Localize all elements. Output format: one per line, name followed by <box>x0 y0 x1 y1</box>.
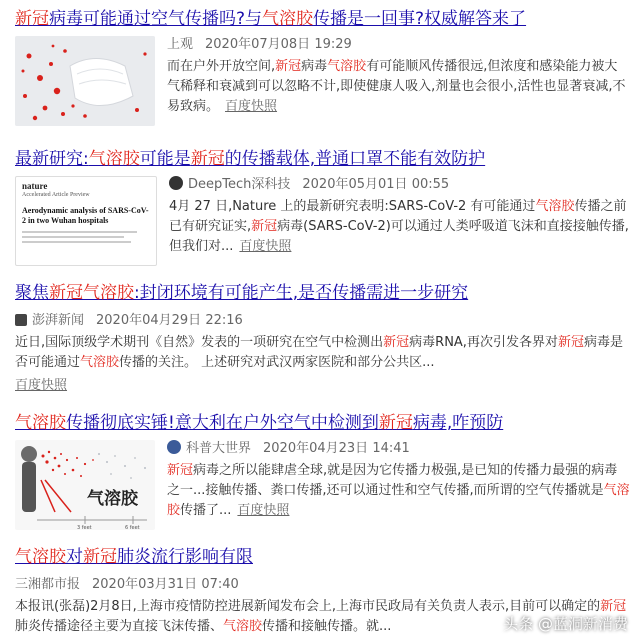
highlighted-keyword: 气溶胶 <box>327 59 367 74</box>
nature-article-thumbnail[interactable] <box>15 176 157 266</box>
text-segment: 有可能顺风传播很远,但浓度和感染能力被大气稀释和衰减到可以忽略不计,即使健康人吸入,剂量也会很小,活性也显著衰减,不易致病。 <box>167 59 626 114</box>
result-title-link[interactable] <box>15 148 630 170</box>
text-segment: 病毒是否可能通过 <box>15 335 623 370</box>
baidu-cache-link[interactable]: 百度快照 <box>239 239 292 254</box>
thepaper-logo-icon <box>15 314 27 326</box>
text-segment: 传播和接触传播。就... <box>262 619 392 634</box>
text-segment: 肺炎传播途径主要为直接飞沫传播、 <box>15 619 224 634</box>
highlighted-keyword: 气溶胶 <box>535 199 575 214</box>
distance-label: 6 feet <box>125 525 140 530</box>
text-segment: 病毒RNA,再次引发各界对 <box>409 335 558 350</box>
article-text-lines <box>22 231 150 243</box>
text-segment: 传播的关注。 上述研究对武汉两家医院和部分公共区... <box>119 355 435 370</box>
thumb-caption: 气溶胶 <box>87 489 138 509</box>
highlighted-keyword: 气溶胶 <box>88 149 140 169</box>
source-name: 科普大世界 <box>186 441 252 456</box>
highlighted-keyword: 新冠 <box>251 219 278 234</box>
publish-date: 2020年07月08日 19:29 <box>205 37 352 52</box>
text-segment: 最新研究: <box>15 149 89 169</box>
text-segment: 对 <box>66 547 83 567</box>
journal-name: nature <box>22 181 48 191</box>
highlighted-keyword: 新冠 <box>167 463 194 478</box>
text-segment: 本报讯(张磊)2月8日,上海市疫情防控进展新闻发布会上,上海市民政局有关负责人表示,目前可以确定的 <box>15 599 601 614</box>
text-segment: 聚焦 <box>15 283 49 303</box>
highlighted-keyword: 新冠 <box>557 335 584 350</box>
highlighted-keyword: 气溶胶 <box>15 413 66 433</box>
source-name: 上观 <box>167 37 194 52</box>
result-snippet <box>15 333 630 373</box>
text-segment: 传播之前已有研究证实, <box>169 199 627 234</box>
search-result <box>15 8 630 126</box>
highlighted-keyword: 新冠 <box>383 335 410 350</box>
highlighted-keyword: 新冠 <box>275 59 302 74</box>
baidu-cache-link[interactable]: 百度快照 <box>15 378 68 393</box>
source-name: DeepTech深科技 <box>188 177 291 192</box>
publish-date: 2020年04月29日 22:16 <box>96 313 243 328</box>
baidu-cache-link[interactable]: 百度快照 <box>237 503 290 518</box>
highlighted-keyword: 新冠 <box>600 599 627 614</box>
distance-label: 3 feet <box>77 525 92 530</box>
source-name: 三湘都市报 <box>15 577 81 592</box>
highlighted-keyword: 气溶胶 <box>80 355 120 370</box>
article-label: Accelerated Article Preview <box>22 192 90 198</box>
highlighted-keyword: 新冠 <box>83 547 117 567</box>
highlighted-keyword: 新冠 <box>15 9 49 29</box>
publish-date: 2020年03月31日 07:40 <box>92 577 239 592</box>
highlighted-keyword: 气溶胶 <box>262 9 314 29</box>
watermark: 头条 @蓝洞新消费 <box>503 615 628 633</box>
text-segment: 传播彻底实锤!意大利在户外空气中检测到 <box>66 413 379 433</box>
deeptech-logo-icon <box>169 176 183 190</box>
text-segment: 病毒 <box>301 59 328 74</box>
text-segment: 传播是一回事?权威解答来了 <box>313 9 527 29</box>
text-segment: 而在户外开放空间, <box>167 59 276 74</box>
kepu-logo-icon <box>167 440 181 454</box>
text-segment: 病毒(SARS-CoV-2)可以通过人类呼吸道飞沫和直接接触传播,但我们对... <box>169 219 629 254</box>
text-segment: 病毒之所以能肆虐全球,就是因为它传播力极强,是已知的传播力最强的病毒之一...接触传播、粪口传播,还可以通过性和空气传播,而所谓的空气传播就是 <box>167 463 618 498</box>
highlighted-keyword: 新冠 <box>378 413 413 433</box>
text-segment: 可能是 <box>139 149 191 169</box>
highlighted-keyword: 新冠气溶胶 <box>49 283 134 303</box>
source-name: 澎湃新闻 <box>32 313 85 328</box>
search-result <box>15 412 630 530</box>
result-title-link[interactable] <box>15 412 630 434</box>
highlighted-keyword: 新冠 <box>190 149 225 169</box>
search-result <box>15 148 630 266</box>
text-segment: 病毒,咋预防 <box>412 413 504 433</box>
result-snippet <box>169 197 630 257</box>
text-segment: 病毒可能通过空气传播吗?与 <box>49 9 263 29</box>
result-snippet <box>167 461 630 521</box>
result-title-link[interactable] <box>15 8 630 30</box>
result-snippet <box>167 57 630 117</box>
mask-thumbnail[interactable] <box>15 36 155 126</box>
article-headline: Aerodynamic analysis of SARS-CoV-2 in two Wuhan hospitals <box>22 206 149 225</box>
publish-date: 2020年05月01日 00:55 <box>302 177 450 192</box>
text-segment: 4月 27 日,Nature 上的最新研究表明:SARS-CoV-2 有可能通过 <box>169 199 536 214</box>
text-segment: :封闭环境有可能产生,是否传播需进一步研究 <box>134 283 469 303</box>
publish-date: 2020年04月23日 14:41 <box>263 441 410 456</box>
text-segment: 肺炎流行影响有限 <box>117 547 253 567</box>
search-result <box>15 282 630 396</box>
baidu-cache-link[interactable]: 百度快照 <box>225 99 278 114</box>
result-title-link[interactable] <box>15 282 630 304</box>
highlighted-keyword: 气溶胶 <box>15 547 66 567</box>
highlighted-keyword: 气溶胶 <box>223 619 263 634</box>
text-segment: 近日,国际顶级学术期刊《自然》发表的一项研究在空气中检测出 <box>15 335 384 350</box>
text-segment: 传播了... <box>180 503 232 518</box>
text-segment: 的传播载体,普通口罩不能有效防护 <box>224 149 486 169</box>
sneeze-diagram-thumbnail[interactable] <box>15 440 155 530</box>
highlighted-keyword: 气溶胶 <box>167 483 630 518</box>
result-title-link[interactable] <box>15 546 630 568</box>
